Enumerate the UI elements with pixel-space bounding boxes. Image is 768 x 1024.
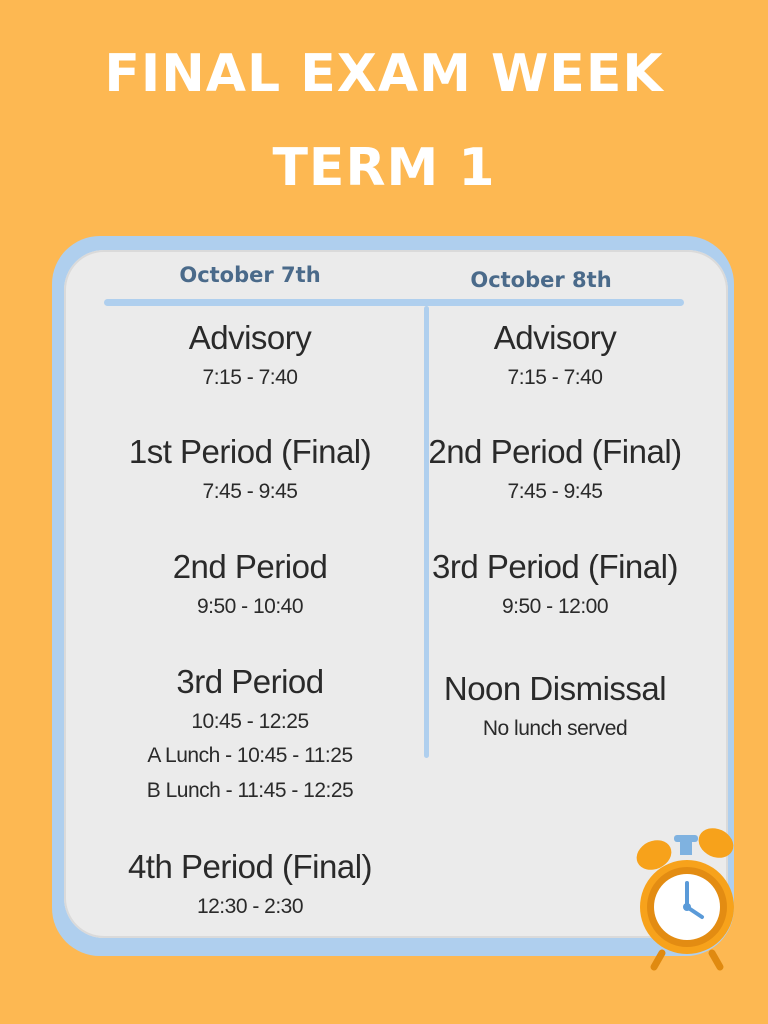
list-item <box>100 847 400 923</box>
period-note: No lunch served <box>482 717 628 740</box>
period-name: 1st Period (Final) <box>128 433 372 470</box>
period-time: 7:45 - 9:45 <box>202 480 298 503</box>
period-time: 7:15 - 7:40 <box>202 366 298 389</box>
list-item <box>405 669 705 745</box>
column-header-oct-8: October 8th <box>470 268 612 292</box>
list-item <box>100 432 400 508</box>
period-time: 12:30 - 2:30 <box>196 895 304 918</box>
period-time: 9:50 - 12:00 <box>501 595 609 618</box>
list-item <box>100 662 400 808</box>
period-time: 9:50 - 10:40 <box>196 595 304 618</box>
list-item <box>405 432 705 508</box>
period-name: Noon Dismissal <box>443 670 667 707</box>
period-name: 2nd Period (Final) <box>428 433 682 470</box>
alarm-clock-icon <box>632 825 742 975</box>
list-item <box>405 547 705 623</box>
period-time: 7:15 - 7:40 <box>507 366 603 389</box>
header-divider <box>104 299 684 306</box>
lunch-b-note: B Lunch - 11:45 - 12:25 <box>146 779 354 802</box>
period-time: 7:45 - 9:45 <box>507 480 603 503</box>
period-name: Advisory <box>188 319 312 356</box>
lunch-a-note: A Lunch - 10:45 - 11:25 <box>147 744 353 767</box>
column-header-oct-7: October 7th <box>179 263 321 287</box>
title-line-1: FINAL EXAM WEEK <box>104 44 664 104</box>
list-item <box>100 547 400 623</box>
period-name: 3rd Period (Final) <box>432 548 678 585</box>
list-item <box>405 318 705 394</box>
period-name: 4th Period (Final) <box>127 848 373 885</box>
period-name: Advisory <box>493 319 617 356</box>
period-name: 2nd Period <box>172 548 328 585</box>
title-line-2: TERM 1 <box>272 138 496 198</box>
period-time: 10:45 - 12:25 <box>191 710 309 733</box>
period-name: 3rd Period <box>176 663 324 700</box>
list-item <box>100 318 400 394</box>
